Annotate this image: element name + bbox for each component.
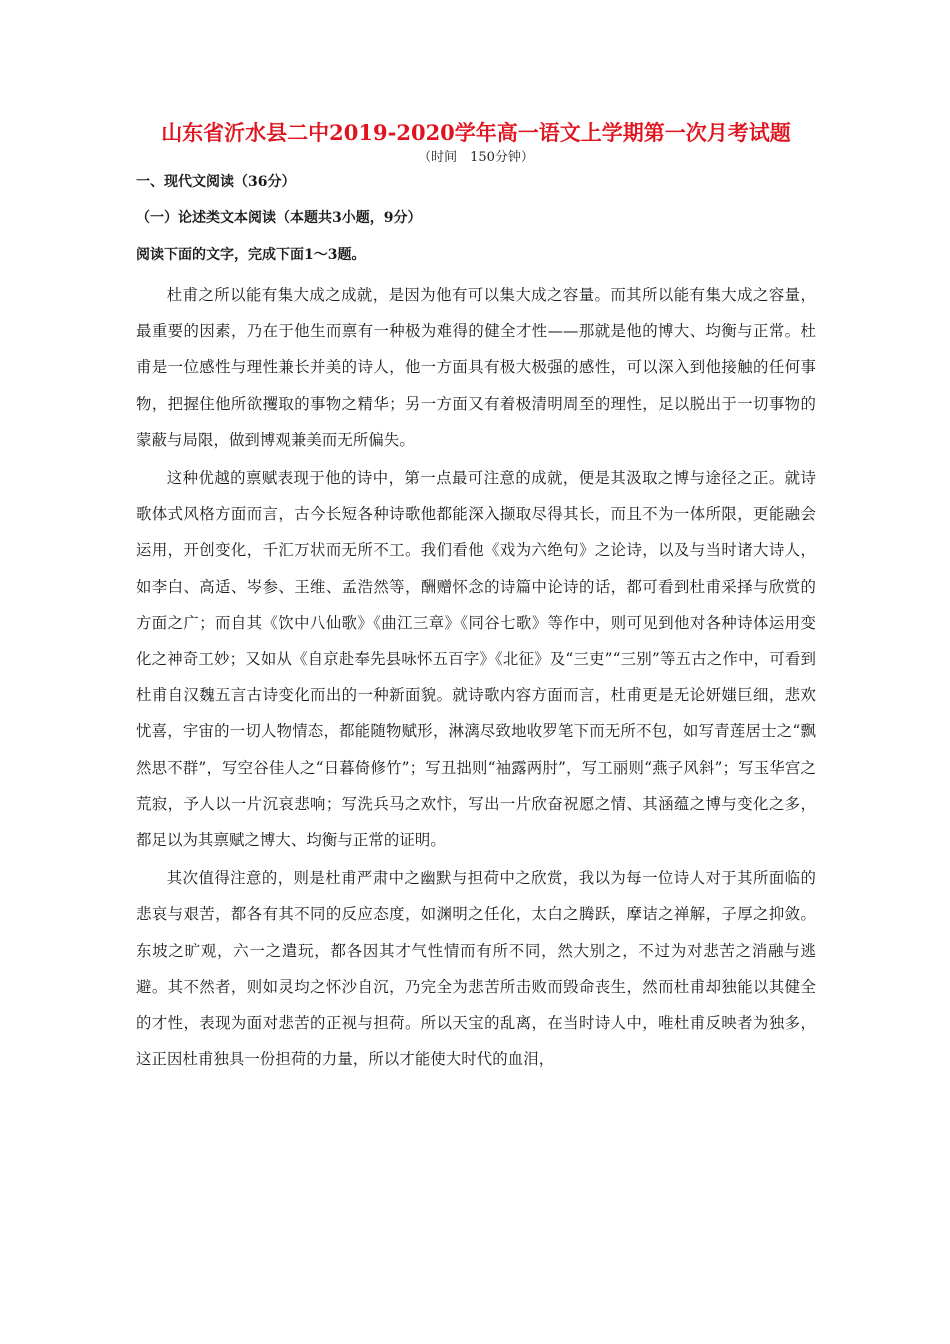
passage-paragraph-2: 这种优越的禀赋表现于他的诗中，第一点最可注意的成就，便是其汲取之博与途径之正。就诗歌体式风格方面而言，古今长短各种诗歌他都能深入撷取尽得其长，而且不为一体所限，更能融会运用，开创变化，千汇万状而无所不工。我们看他《戏为六绝句》之论诗，以及与当时诸大诗人，如李白、高适、岑参、王维、孟浩然等，酬赠怀念的诗篇中论诗的话，都可看到杜甫采择与欣赏的方面之广；而自其《饮中八仙歌》《曲江三章》《同谷七歌》等作中，则可见到他对各种诗体运用变化之神奇工妙；又如从《自京赴奉先县咏怀五百字》《北征》及“三吏”“三别”等五古之作中，可看到杜甫自汉魏五言古诗变化而出的一种新面貌。就诗歌内容方面而言，杜甫更是无论妍媸巨细，悲欢忧喜，宇宙的一切人物情态，都能随物赋形，淋漓尽致地收罗笔下而无所不包，如写青莲居士之“飘然思不群”，写空谷佳人之“日暮倚修竹”；写丑拙则“袖露两肘”，写工丽则“燕子风斜”；写玉华宫之荒寂，予人以一片沉哀悲响；写洗兵马之欢忭，写出一片欣奋祝愿之情、其涵蕴之博与变化之多，都足以为其禀赋之博大、均衡与正常的证明。 <box>136 469 816 850</box>
subsection-heading-argumentative: （一）论述类文本阅读（本题共3小题，9分） <box>136 210 422 226</box>
reading-passage <box>136 277 816 1077</box>
passage-paragraph-1: 杜甫之所以能有集大成之成就，是因为他有可以集大成之容量。而其所以能有集大成之容量，最重要的因素，乃在于他生而禀有一种极为难得的健全才性——那就是他的博大、均衡与正常。杜甫是一位感性与理性兼长并美的诗人，他一方面具有极大极强的感性，可以深入到他接触的任何事物，把握住他所欲攫取的事物之精华；另一方面又有着极清明周至的理性，足以脱出于一切事物的蒙蔽与局限，做到博观兼美而无所偏失。 <box>136 286 816 449</box>
section-heading-modern-reading: 一、现代文阅读（36分） <box>136 174 296 190</box>
exam-title: 山东省沂水县二中2019-2020学年高一语文上学期第一次月考试题 <box>161 120 791 145</box>
exam-time-note: （时间 150分钟） <box>418 150 534 165</box>
reading-instruction: 阅读下面的文字，完成下面1～3题。 <box>136 247 366 263</box>
exam-page <box>136 118 816 1079</box>
passage-paragraph-3: 其次值得注意的，则是杜甫严肃中之幽默与担荷中之欣赏，我以为每一位诗人对于其所面临的悲哀与艰苦，都各有其不同的反应态度，如渊明之任化，太白之腾跃，摩诘之禅解，子厚之抑敛。东坡之旷观，六一之遣玩，都各因其才气性情而有所不同，然大别之，不过为对悲苦之消融与逃避。其不然者，则如灵均之怀沙自沉，乃完全为悲苦所击败而毁命丧生，然而杜甫却独能以其健全的才性，表现为面对悲苦的正视与担荷。所以天宝的乱离，在当时诗人中，唯杜甫反映者为独多，这正因杜甫独具一份担荷的力量，所以才能使大时代的血泪， <box>136 869 816 1069</box>
